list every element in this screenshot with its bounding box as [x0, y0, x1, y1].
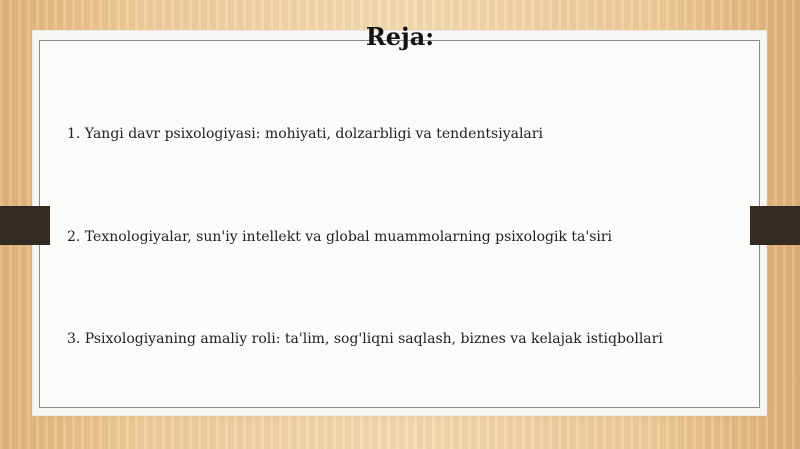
- slide-title: Reja:: [365, 22, 435, 51]
- plan-item-3: 3. Psixologiyaning amaliy roli: ta'lim, sog'liqni saqlash, biznes va kelajak istiqbollari: [67, 331, 663, 347]
- plan-item-2: 2. Texnologiyalar, sun'iy intellekt va global muammolarning psixologik ta'siri: [67, 229, 613, 245]
- slide-paper: [33, 31, 766, 415]
- paper-border: [39, 40, 760, 408]
- right-binder-tab: [750, 206, 800, 245]
- plan-item-1: 1. Yangi davr psixologiyasi: mohiyati, dolzarbligi va tendentsiyalari: [67, 126, 543, 142]
- left-binder-tab: [0, 206, 50, 245]
